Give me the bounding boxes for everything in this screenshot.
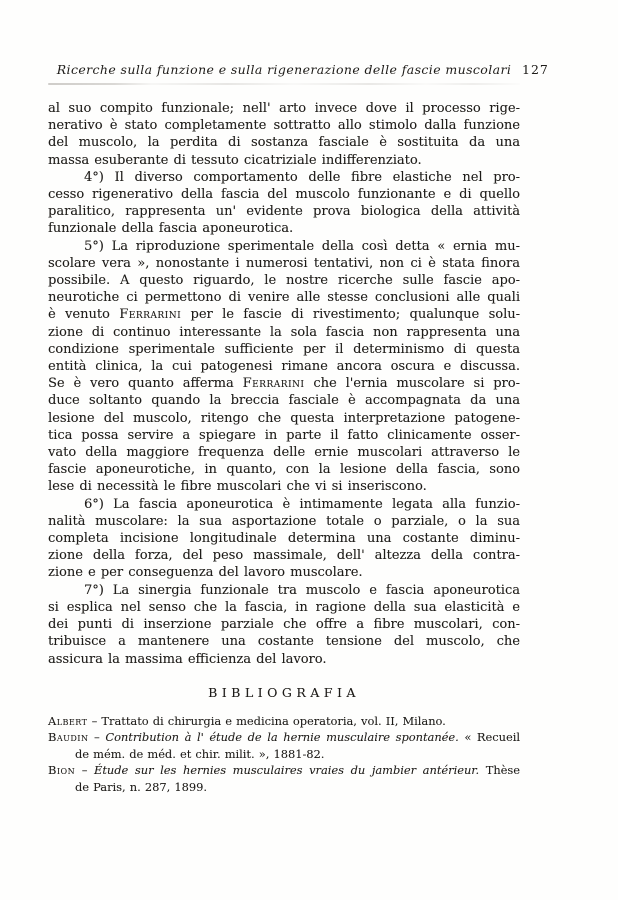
text-segment: assicura la massima efficienza del lavoro.	[48, 651, 327, 667]
text-line	[48, 461, 520, 478]
text-line	[48, 117, 520, 134]
text-segment: paralitico, rappresenta un' evidente prova biologica della attività	[48, 204, 520, 220]
text-line	[48, 358, 520, 375]
text-segment: de Paris, n. 287, 1899.	[75, 780, 207, 795]
text-segment: fascie aponeurotiche, in quanto, con la lesione della fascia, sono	[48, 462, 520, 478]
text-segment: è venuto	[48, 307, 120, 323]
text-line	[48, 762, 520, 779]
text-segment: tica possa servire a spiegare in parte il fatto clinicamente osser-	[48, 427, 520, 443]
article-body	[48, 100, 520, 668]
text-line	[48, 203, 520, 220]
text-segment: nalità muscolare: la sua asportazione totale o parziale, o la sua	[48, 513, 520, 529]
bibliography-entry	[48, 762, 520, 795]
text-line	[48, 599, 520, 616]
text-line	[48, 324, 520, 341]
text-segment: Contribution à l' étude de la hernie musculaire spontanée.	[105, 730, 459, 745]
page-content	[48, 62, 549, 796]
text-line	[48, 564, 520, 581]
text-line	[48, 255, 520, 272]
text-segment: zione e per conseguenza del lavoro muscolare.	[48, 565, 363, 581]
text-line	[48, 152, 520, 169]
text-segment: de mém. de méd. et chir. milit. », 1881-82.	[75, 746, 325, 761]
text-segment: neurotiche ci permettono di venire alle stesse conclusioni alle quali	[48, 290, 520, 306]
text-line	[48, 100, 520, 117]
text-segment: 4°) Il diverso comportamento delle fibre elastiche nel pro-	[84, 169, 520, 185]
text-segment: 6°) La fascia aponeurotica è intimamente legata alla funzio-	[84, 496, 520, 512]
text-segment: al suo compito funzionale; nell' arto invece dove il processo rige-	[48, 101, 520, 116]
text-segment: 5°) La riproduzione sperimentale della così detta « ernia mu-	[84, 238, 520, 254]
bibliography-list	[48, 713, 520, 796]
text-line	[48, 547, 520, 564]
text-line	[48, 306, 520, 323]
text-segment: 7°) La sinergia funzionale tra muscolo e fascia aponeurotica	[84, 582, 520, 598]
running-header	[48, 62, 549, 80]
text-line	[48, 220, 520, 237]
text-segment: zione della forza, del peso massimale, dell' altezza della contra-	[48, 548, 520, 564]
text-segment: nerativo è stato completamente sottratto allo stimolo dalla funzione	[48, 118, 520, 134]
text-segment: duce soltanto quando la breccia fasciale è accompagnata da una	[48, 393, 520, 409]
paragraph	[48, 496, 520, 582]
bibliography-entry	[48, 713, 520, 730]
text-segment: condizione sperimentale sufficiente per il determinismo di questa	[48, 341, 520, 357]
text-segment: possibile. A questo riguardo, le nostre ricerche sulle fascie apo-	[48, 273, 520, 289]
text-line	[48, 651, 520, 668]
text-segment: Thèse	[479, 763, 520, 778]
text-segment: Se è vero quanto afferma	[48, 376, 243, 392]
paragraph	[48, 169, 520, 238]
text-segment: Étude sur les hernies musculaires vraies du jambier antérieur.	[94, 763, 480, 778]
text-line	[48, 134, 520, 151]
text-segment: entità clinica, la cui patogenesi rimane ancora oscura e discussa.	[48, 359, 520, 375]
text-segment: massa esuberante di tessuto cicatriziale indifferenziato.	[48, 152, 422, 168]
text-line	[48, 729, 520, 746]
text-line	[48, 272, 520, 289]
paragraph	[48, 100, 520, 169]
text-segment: del muscolo, la perdita di sostanza fasciale è sostituita da una	[48, 135, 520, 151]
text-segment: funzionale della fascia aponeurotica.	[48, 221, 294, 237]
page-number: 127	[522, 62, 549, 77]
text-segment: completa incisione longitudinale determina una costante diminu-	[48, 531, 520, 547]
text-line	[48, 238, 520, 255]
text-segment: –	[88, 730, 106, 745]
running-header-title: Ricerche sulla funzione e sulla rigenerazione delle fascie muscolari	[56, 62, 512, 77]
text-line	[48, 713, 520, 730]
author-name: Baudin	[48, 730, 89, 745]
text-segment: –	[75, 763, 95, 778]
text-line	[48, 410, 520, 427]
text-segment: per le fascie di rivestimento; qualunque solu-	[181, 307, 521, 323]
paragraph	[48, 582, 520, 668]
text-segment: dei punti di inserzione parziale che offre a fibre muscolari, con-	[48, 617, 520, 633]
text-line	[48, 582, 520, 599]
text-line	[48, 616, 520, 633]
author-name: Ferrarini	[119, 307, 182, 323]
bibliography-entry	[48, 729, 520, 762]
text-line	[48, 478, 520, 495]
text-line	[48, 444, 520, 461]
text-line	[48, 530, 520, 547]
text-line	[48, 779, 520, 796]
text-line	[48, 496, 520, 513]
text-line	[48, 169, 520, 186]
text-segment: zione di continuo interessante la sola fascia non rappresenta una	[48, 324, 520, 340]
text-line	[48, 513, 520, 530]
bibliography-heading: BIBLIOGRAFIA	[208, 684, 360, 700]
author-name: Bion	[48, 763, 76, 778]
text-segment: « Recueil	[458, 730, 520, 745]
text-line	[48, 392, 520, 409]
text-segment: cesso rigenerativo della fascia del muscolo funzionante e di quello	[48, 187, 520, 203]
author-name: Ferrarini	[242, 376, 305, 392]
text-line	[48, 633, 520, 650]
text-segment: che l'ernia muscolare si pro-	[304, 376, 520, 392]
text-line	[48, 427, 520, 444]
text-line	[48, 341, 520, 358]
text-line	[48, 375, 520, 392]
text-segment: – Trattato di chirurgia e medicina operatoria, vol. II, Milano.	[87, 713, 446, 728]
text-segment: lese di necessità le fibre muscolari che vi si inseriscono.	[48, 479, 427, 495]
text-segment: vato della maggiore frequenza delle ernie muscolari attraverso le	[48, 445, 520, 461]
text-line	[48, 746, 520, 763]
text-segment: lesione del muscolo, ritengo che questa interpretazione patogene-	[48, 410, 520, 426]
header-rule	[48, 83, 520, 85]
text-segment: scolare vera », nonostante i numerosi tentativi, non ci è stata finora	[48, 255, 520, 271]
author-name: Albert	[48, 713, 88, 728]
text-segment: si esplica nel senso che la fascia, in ragione della sua elasticità e	[48, 599, 520, 615]
text-segment: tribuisce a mantenere una costante tensione del muscolo, che	[48, 634, 520, 650]
text-line	[48, 186, 520, 203]
text-line	[48, 289, 520, 306]
paragraph	[48, 238, 520, 496]
